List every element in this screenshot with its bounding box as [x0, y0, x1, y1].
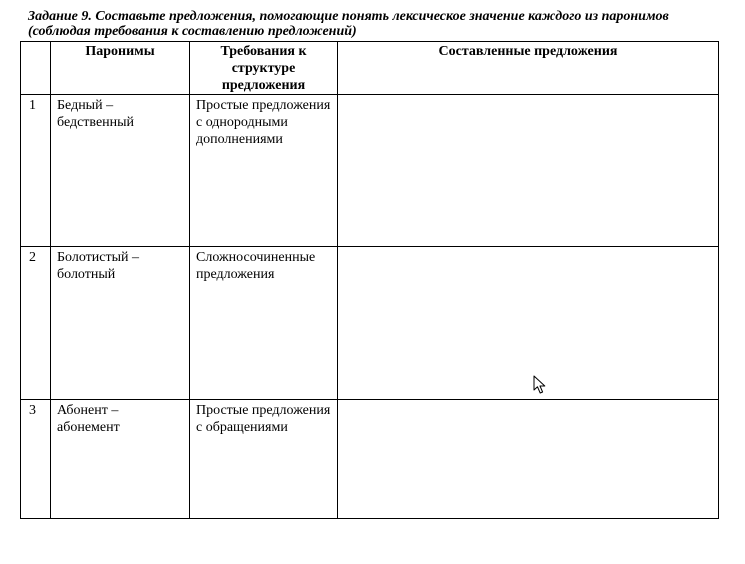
paronyms-table — [20, 41, 719, 519]
row-number: 1 — [21, 95, 51, 247]
table-row — [21, 247, 719, 400]
sentences-cell[interactable] — [338, 247, 719, 400]
paronym-pair: Бедный – бедственный — [51, 95, 190, 247]
table-row — [21, 400, 719, 519]
header-paronyms: Паронимы — [51, 42, 190, 95]
paronym-pair: Болотистый – болотный — [51, 247, 190, 400]
row-number: 3 — [21, 400, 51, 519]
task-heading: Задание 9. Составьте предложения, помогающие понять лексическое значение каждого из паронимов (соблюдая требования к составлению предложений) — [28, 9, 669, 39]
structure-requirement: Простые предложения с обращениями — [190, 400, 338, 519]
structure-requirement: Простые предложения с однородными дополнениями — [190, 95, 338, 247]
sentences-cell[interactable] — [338, 95, 719, 247]
structure-requirement: Сложносочиненные предложения — [190, 247, 338, 400]
header-sentences: Составленные предложения — [338, 42, 719, 95]
header-requirements: Требования к структуре предложения — [190, 42, 338, 95]
row-number: 2 — [21, 247, 51, 400]
mouse-pointer-icon — [533, 375, 547, 395]
paronym-pair: Абонент – абонемент — [51, 400, 190, 519]
table-header-row — [21, 42, 719, 95]
header-number — [21, 42, 51, 95]
sentences-cell[interactable] — [338, 400, 719, 519]
table-row — [21, 95, 719, 247]
